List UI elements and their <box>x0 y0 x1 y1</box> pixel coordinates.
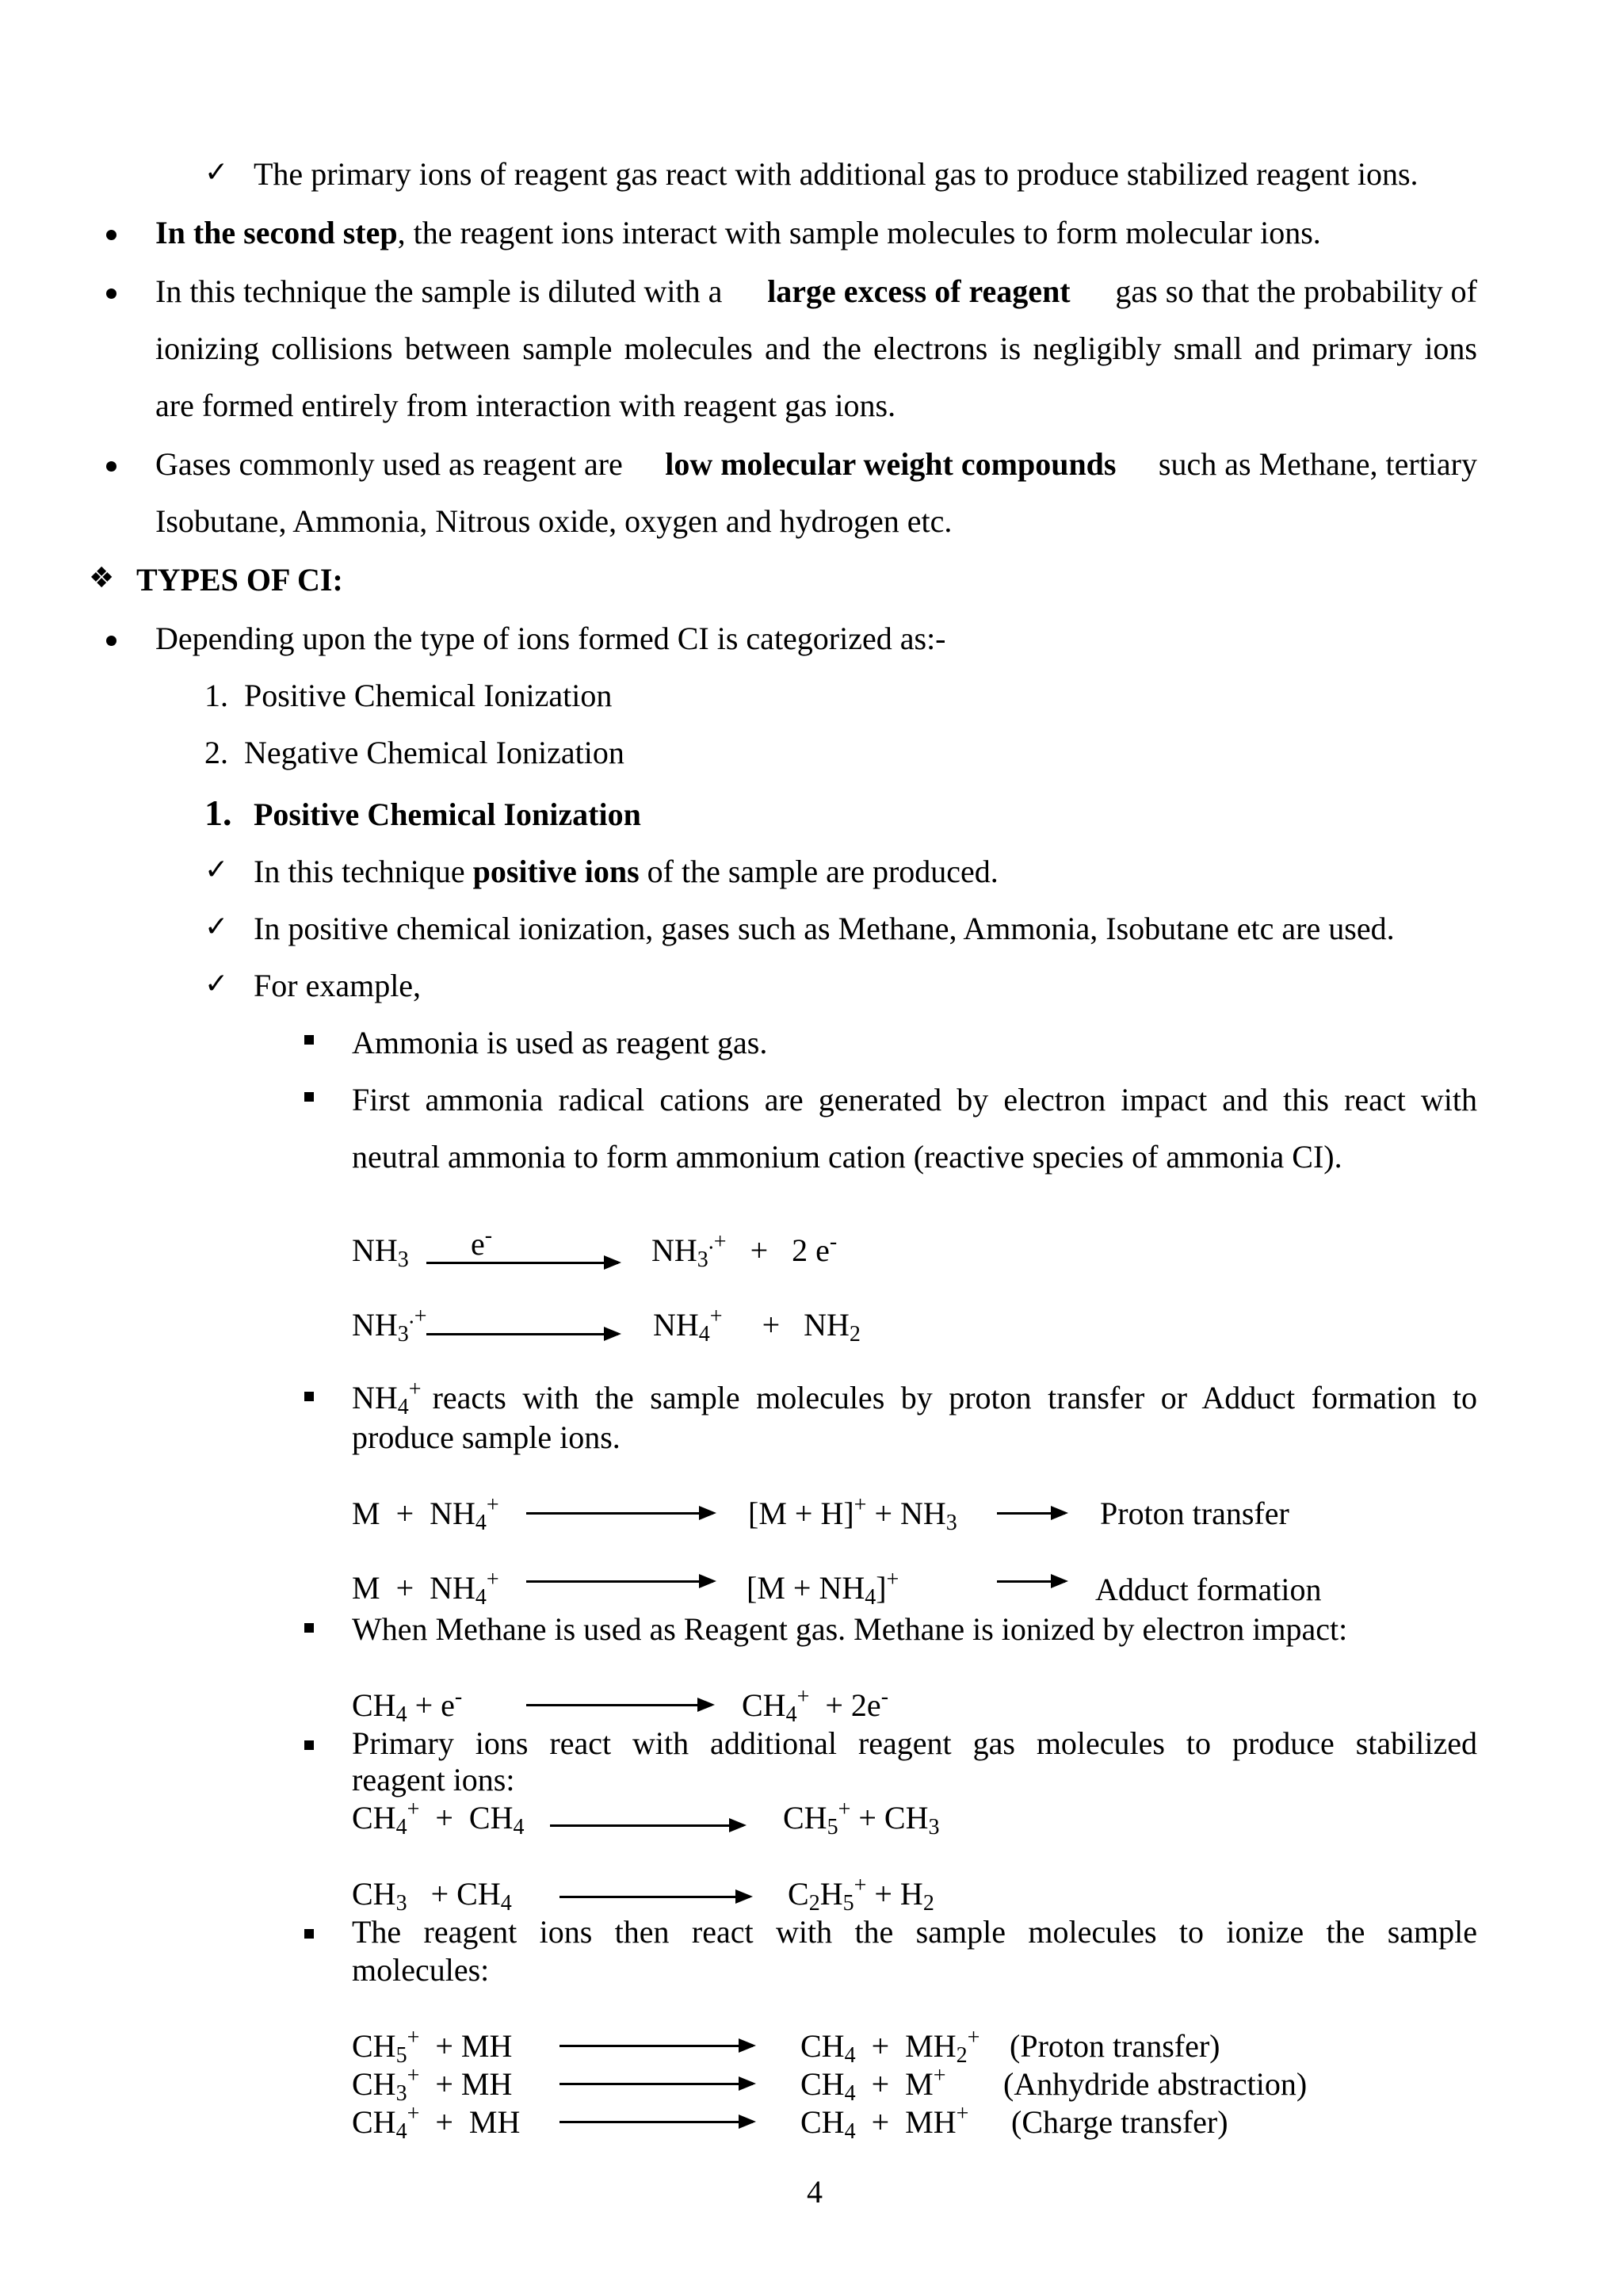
methane-used-text: When Methane is used as Reagent gas. Methane is ionized by electron impact: <box>352 1611 1348 1647</box>
ammonia-radical-line-2: neutral ammonia to form ammonium cation (reactive species of ammonia CI). <box>352 1139 1342 1175</box>
square-bullet-icon <box>304 1035 314 1045</box>
eq-ch3-mh: $CH_3^+$ + MH <box>352 2063 513 2106</box>
adduct-formation-label: Adduct formation <box>1095 1572 1322 1607</box>
gases-line-1: Gases commonly used as reagent are low molecular weight compounds such as Methane, tertiary <box>155 446 1477 482</box>
primary-react-line-2: reagent ions: <box>352 1762 515 1797</box>
reaction-arrow <box>550 1824 743 1827</box>
diamond-bullet-icon: ❖ <box>89 562 115 594</box>
square-bullet-icon <box>304 1392 314 1401</box>
reagent-ions-line-2: molecules: <box>352 1952 490 1988</box>
check-icon: ✓ <box>204 854 229 886</box>
check-icon: ✓ <box>204 156 229 189</box>
check-icon: ✓ <box>204 911 229 943</box>
square-bullet-icon <box>304 1929 314 1939</box>
depending-text: Depending upon the type of ions formed CI is categorized as:- <box>155 621 946 656</box>
gases-used-text: In positive chemical ionization, gases such as Methane, Ammonia, Isobutane etc are used. <box>254 911 1395 946</box>
anhydride-note: (Anhydride abstraction) <box>1003 2066 1308 2102</box>
subheading-number: 1. <box>204 793 232 833</box>
eq-nh3-reactant: $NH_3$ <box>352 1232 409 1272</box>
proton-transfer-note: (Proton transfer) <box>1010 2028 1220 2064</box>
list-item-negative: 2. Negative Chemical Ionization <box>204 735 624 770</box>
eq-nh3-product: $NH_3^{.+} + 2$ e- <box>651 1229 838 1272</box>
reaction-arrow <box>526 1580 713 1583</box>
reaction-arrow <box>426 1262 618 1264</box>
proton-transfer-label: Proton transfer <box>1100 1496 1289 1531</box>
page-number: 4 <box>807 2174 823 2210</box>
ammonia-reagent-text: Ammonia is used as reagent gas. <box>352 1025 768 1060</box>
eq-nh3-radical-reactant: $NH_3^{.+}$ <box>352 1304 427 1347</box>
eq-ch5-mh: $CH_5^+$ + MH <box>352 2025 513 2068</box>
eq-c2h5-product: $C_2H_5^+ + H_2$ <box>788 1873 934 1916</box>
nh4-reacts-line-2: produce sample ions. <box>352 1419 621 1455</box>
eq-electron-label: e- <box>471 1223 493 1262</box>
eq-m-nh4-product: $[M + NH_4]^+$ <box>747 1567 899 1610</box>
list-item-positive: 1. Positive Chemical Ionization <box>204 678 613 713</box>
eq-m-nh4-2: $M + NH_4^+$ <box>352 1567 499 1610</box>
reaction-arrow <box>997 1512 1065 1515</box>
eq-ch4-mh-product: $CH_4 + MH^+$ <box>800 2101 969 2144</box>
reaction-arrow <box>559 2121 753 2123</box>
reaction-arrow <box>526 1512 713 1515</box>
ammonia-radical-line-1: First ammonia radical cations are generated by electron impact and this react with <box>352 1082 1477 1117</box>
primary-react-line-1: Primary ions react with additional reagent gas molecules to produce stabilized <box>352 1725 1477 1761</box>
positive-ions-text: In this technique positive ions of the sample are produced. <box>254 854 999 889</box>
dilution-line-2: ionizing collisions between sample molecules and the electrons is negligibly small and primary ions <box>155 330 1477 366</box>
reagent-ions-line-1: The reagent ions then react with the sample molecules to ionize the sample <box>352 1914 1477 1950</box>
eq-ch4-product: $CH_4^+ + 2e^-$ <box>742 1684 889 1727</box>
eq-ch4-ch4: $CH_4^+ + CH_4$ <box>352 1797 525 1839</box>
gases-line-2: Isobutane, Ammonia, Nitrous oxide, oxygen and hydrogen etc. <box>155 503 953 539</box>
square-bullet-icon <box>304 1623 314 1633</box>
reaction-arrow <box>559 2045 753 2047</box>
eq-ch4-mh: $CH_4^+$ + MH <box>352 2101 521 2144</box>
types-heading: TYPES OF CI: <box>136 562 343 598</box>
eq-ch4-e: $CH_4 + e^-$ <box>352 1684 463 1727</box>
reaction-arrow <box>426 1333 618 1335</box>
for-example-text: For example, <box>254 968 422 1003</box>
primary-ions-text: The primary ions of reagent gas react with additional gas to produce stabilized reagent ions. <box>254 156 1419 192</box>
eq-ch4-mh2: $CH_4 + MH_2^+$ <box>800 2025 980 2068</box>
eq-nh4-product: $NH_4^+$ + $NH_2$ <box>653 1304 861 1347</box>
dilution-line-1: In this technique the sample is diluted with a large excess of reagent gas so that the probability of <box>155 273 1477 309</box>
reaction-arrow <box>526 1704 712 1706</box>
eq-ch3-ch4: $CH_3 + CH_4$ <box>352 1876 512 1916</box>
check-icon: ✓ <box>204 968 229 1000</box>
bullet-icon <box>106 636 116 646</box>
bullet-icon <box>106 230 116 240</box>
eq-m-nh4-1: $M + NH_4^+$ <box>352 1492 499 1535</box>
nh4-reacts-line-1: $NH_4^+$ reacts with the sample molecules by proton transfer or Adduct formation to <box>352 1377 1477 1419</box>
square-bullet-icon <box>304 1740 314 1750</box>
reaction-arrow <box>559 2083 753 2085</box>
second-step-text: In the second step, the reagent ions interact with sample molecules to form molecular ions. <box>155 215 1321 250</box>
bullet-icon <box>106 461 116 472</box>
eq-ch4-m: $CH_4 + M^+$ <box>800 2063 946 2106</box>
square-bullet-icon <box>304 1092 314 1102</box>
eq-ch5-product: $CH_5^+ + CH_3$ <box>783 1797 940 1839</box>
subheading-title: Positive Chemical Ionization <box>254 797 641 832</box>
eq-mh-product: $[M + H]^+ + NH_3$ <box>748 1492 957 1535</box>
bullet-icon <box>106 288 116 299</box>
reaction-arrow <box>997 1580 1065 1583</box>
charge-transfer-note: (Charge transfer) <box>1011 2104 1228 2140</box>
reaction-arrow <box>559 1896 750 1898</box>
dilution-line-3: are formed entirely from interaction with reagent gas ions. <box>155 388 896 423</box>
